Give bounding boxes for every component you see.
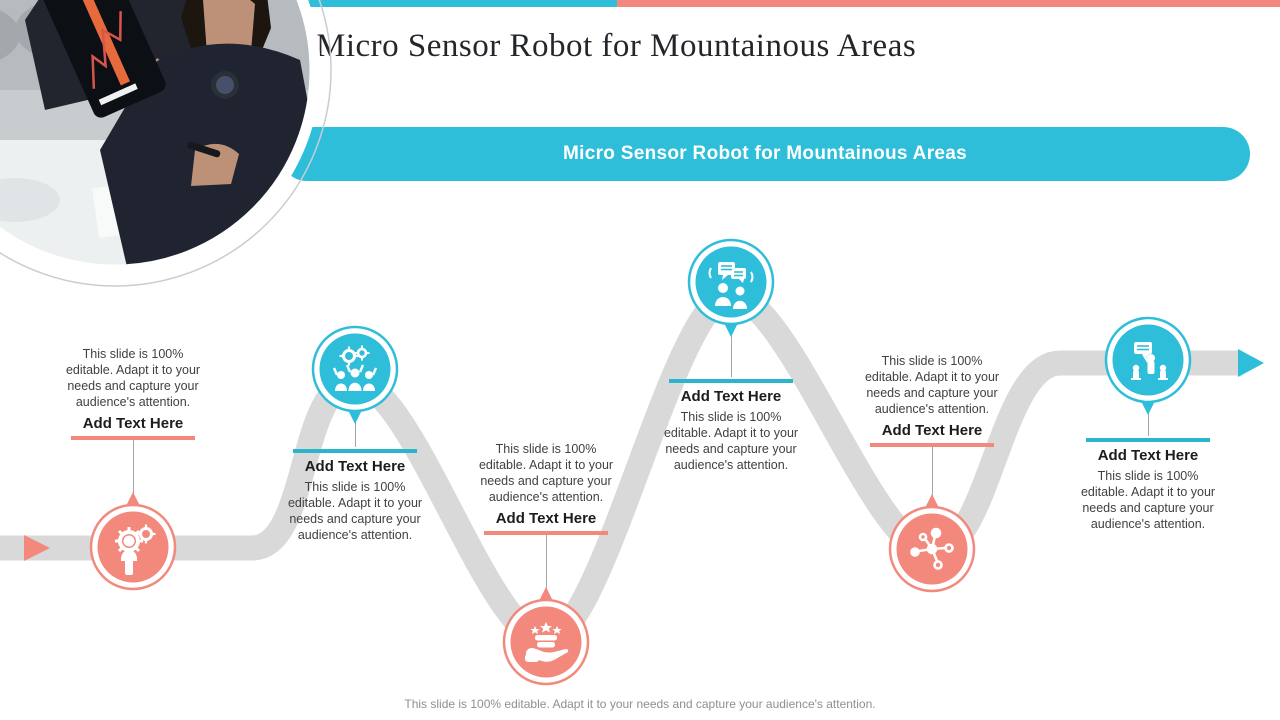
timeline-node-2[interactable] <box>305 309 405 429</box>
timeline-node-4[interactable] <box>681 222 781 342</box>
editable-note: This slide is 100% editable. Adapt it to your needs and capture your audience's attention. <box>663 410 799 472</box>
timeline-text-block-1 <box>58 346 208 443</box>
add-text-placeholder[interactable]: Add Text Here <box>881 422 983 439</box>
timeline-node-3[interactable] <box>496 582 596 702</box>
heading-underline <box>484 531 608 535</box>
editable-note: This slide is 100% editable. Adapt it to your needs and capture your audience's attention. <box>864 354 1000 416</box>
timeline-text-block-3 <box>471 441 621 538</box>
hero-photo <box>0 0 345 300</box>
add-text-placeholder[interactable]: Add Text Here <box>680 388 782 405</box>
heading-overline <box>1086 438 1210 442</box>
timeline-node-5[interactable] <box>882 489 982 609</box>
add-text-placeholder[interactable]: Add Text Here <box>495 510 597 527</box>
timeline-node-6[interactable] <box>1098 300 1198 420</box>
heading-underline <box>870 443 994 447</box>
heading-overline <box>669 379 793 383</box>
timeline-text-block-2 <box>280 446 430 543</box>
footer-note: This slide is 100% editable. Adapt it to your needs and capture your audience's attention. <box>404 697 876 711</box>
timeline-text-block-4 <box>656 376 806 473</box>
add-text-placeholder[interactable]: Add Text Here <box>82 415 184 432</box>
page-title: Micro Sensor Robot for Mountainous Areas <box>316 28 917 64</box>
editable-note: This slide is 100% editable. Adapt it to your needs and capture your audience's attention. <box>478 442 614 504</box>
heading-overline <box>293 449 417 453</box>
editable-note: This slide is 100% editable. Adapt it to your needs and capture your audience's attention. <box>1080 469 1216 531</box>
banner-title: Micro Sensor Robot for Mountainous Areas <box>563 143 967 164</box>
add-text-placeholder[interactable]: Add Text Here <box>304 458 406 475</box>
timeline-node-1[interactable] <box>83 487 183 607</box>
end-arrow-icon <box>1238 349 1264 377</box>
timeline-text-block-5 <box>857 353 1007 450</box>
editable-note: This slide is 100% editable. Adapt it to your needs and capture your audience's attention. <box>287 480 423 542</box>
editable-note: This slide is 100% editable. Adapt it to your needs and capture your audience's attention. <box>65 347 201 409</box>
add-text-placeholder[interactable]: Add Text Here <box>1097 447 1199 464</box>
heading-underline <box>71 436 195 440</box>
timeline-text-block-6 <box>1073 435 1223 532</box>
